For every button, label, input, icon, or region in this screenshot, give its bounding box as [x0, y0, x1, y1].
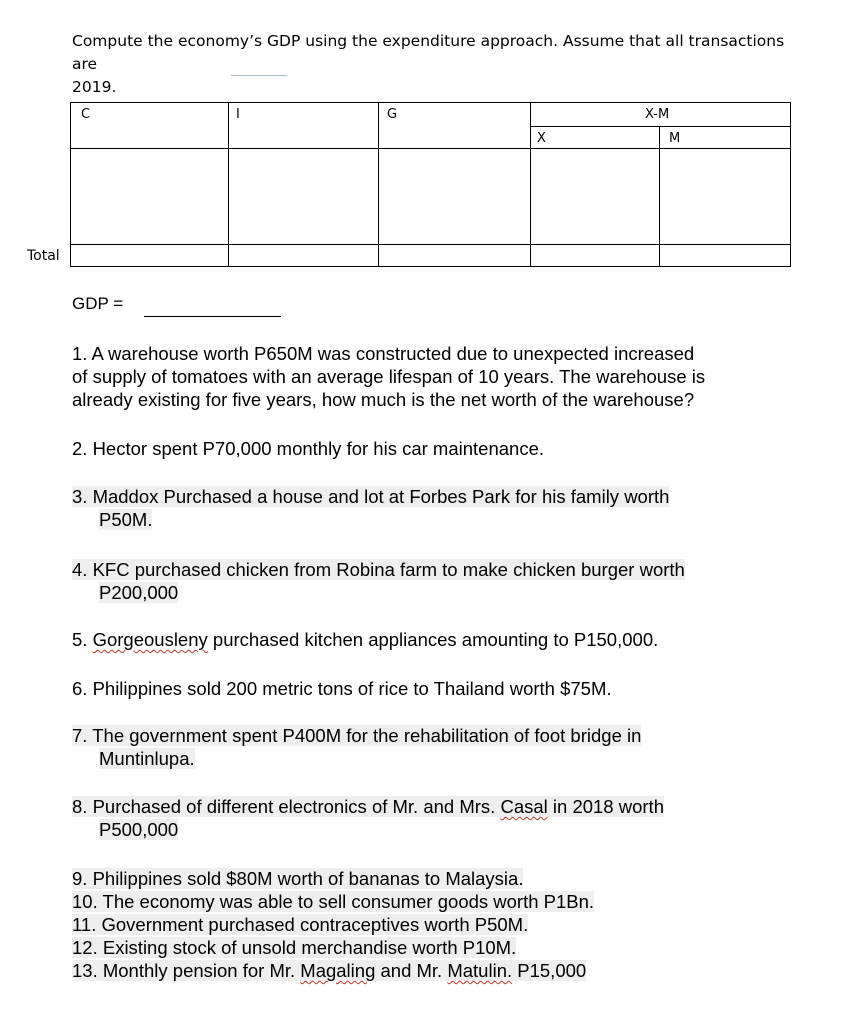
- table-top-border: [70, 102, 791, 103]
- question-2-line-1: 2. Hector spent P70,000 monthly for his car maintenance.: [72, 438, 545, 459]
- question-8-text-post: in 2018 worth: [547, 796, 664, 817]
- question-5: [72, 628, 658, 651]
- question-6-line-1: 6. Philippines sold 200 metric tons of rice to Thailand worth $75M.: [72, 678, 612, 699]
- instruction-line-2: 2019.: [72, 78, 117, 96]
- question-8: [72, 795, 664, 841]
- header-g: G: [387, 107, 398, 122]
- question-13-name-1: Magaling: [300, 960, 376, 981]
- question-8-text-pre: 8. Purchased of different electronics of Mr. and Mrs.: [72, 796, 501, 817]
- question-6: [72, 677, 612, 700]
- question-7-line-2: Muntinlupa.: [99, 748, 195, 769]
- question-5-number: 5.: [72, 629, 93, 650]
- question-9: 9. Philippines sold $80M worth of bananas to Malaysia.: [72, 868, 524, 889]
- instruction-line-1: Compute the economy’s GDP using the expenditure approach. Assume that all transactions are: [72, 32, 785, 73]
- question-12: 12. Existing stock of unsold merchandise worth P10M.: [72, 937, 517, 958]
- question-13-pre: 13. Monthly pension for Mr.: [72, 960, 301, 981]
- total-label: Total: [27, 248, 60, 264]
- table-col-border-4: [659, 126, 660, 267]
- question-13-name-2: Matulin.: [447, 960, 513, 981]
- question-1-line-2: of supply of tomatoes with an average lifespan of 10 years. The warehouse is: [72, 366, 706, 387]
- question-5-text: purchased kitchen appliances amounting to P150,000.: [207, 629, 659, 650]
- question-1: [72, 342, 705, 411]
- question-8-line-2: P500,000: [99, 819, 179, 840]
- header-m: M: [669, 131, 681, 146]
- question-13-mid: and Mr.: [375, 960, 448, 981]
- table-col-border-1: [228, 102, 229, 267]
- table-col-border-0: [70, 102, 71, 267]
- question-5-name: Gorgeousleny: [92, 629, 208, 650]
- gdp-answer-blank: [144, 316, 281, 317]
- question-1-line-1: 1. A warehouse worth P650M was constructed due to unexpected increased: [72, 343, 695, 364]
- question-7-line-1: 7. The government spent P400M for the rehabilitation of foot bridge in: [72, 725, 642, 746]
- table-header-bottom: [70, 148, 791, 149]
- question-4-line-1: 4. KFC purchased chicken from Robina farm to make chicken burger worth: [72, 559, 685, 580]
- question-3-line-2: P50M.: [99, 509, 153, 530]
- table-xm-split-line: [530, 126, 791, 127]
- table-col-border-5: [790, 102, 791, 267]
- question-3: [72, 485, 669, 531]
- table-col-border-2: [378, 102, 379, 267]
- blue-rule: [231, 75, 287, 76]
- header-i: I: [236, 107, 240, 122]
- question-2: [72, 437, 544, 460]
- header-c: C: [81, 107, 91, 122]
- question-8-name: Casal: [500, 796, 548, 817]
- question-7: [72, 724, 641, 770]
- question-4: [72, 558, 685, 604]
- question-10: 10. The economy was able to sell consumer goods worth P1Bn.: [72, 891, 595, 912]
- table-col-border-3: [530, 102, 531, 267]
- question-list-9-13: [72, 867, 594, 982]
- question-4-line-2: P200,000: [99, 582, 179, 603]
- question-13-post: P15,000: [512, 960, 587, 981]
- header-x-minus-m: X-M: [645, 107, 670, 122]
- header-x: X: [537, 131, 546, 146]
- table-total-top: [70, 244, 791, 245]
- question-1-line-3: already existing for five years, how much is the net worth of the warehouse?: [72, 389, 695, 410]
- question-3-line-1: 3. Maddox Purchased a house and lot at Forbes Park for his family worth: [72, 486, 670, 507]
- instruction-text: [72, 30, 812, 99]
- gdp-label: GDP =: [72, 294, 124, 313]
- table-bottom-border: [70, 266, 791, 267]
- question-11: 11. Government purchased contraceptives worth P50M.: [72, 914, 529, 935]
